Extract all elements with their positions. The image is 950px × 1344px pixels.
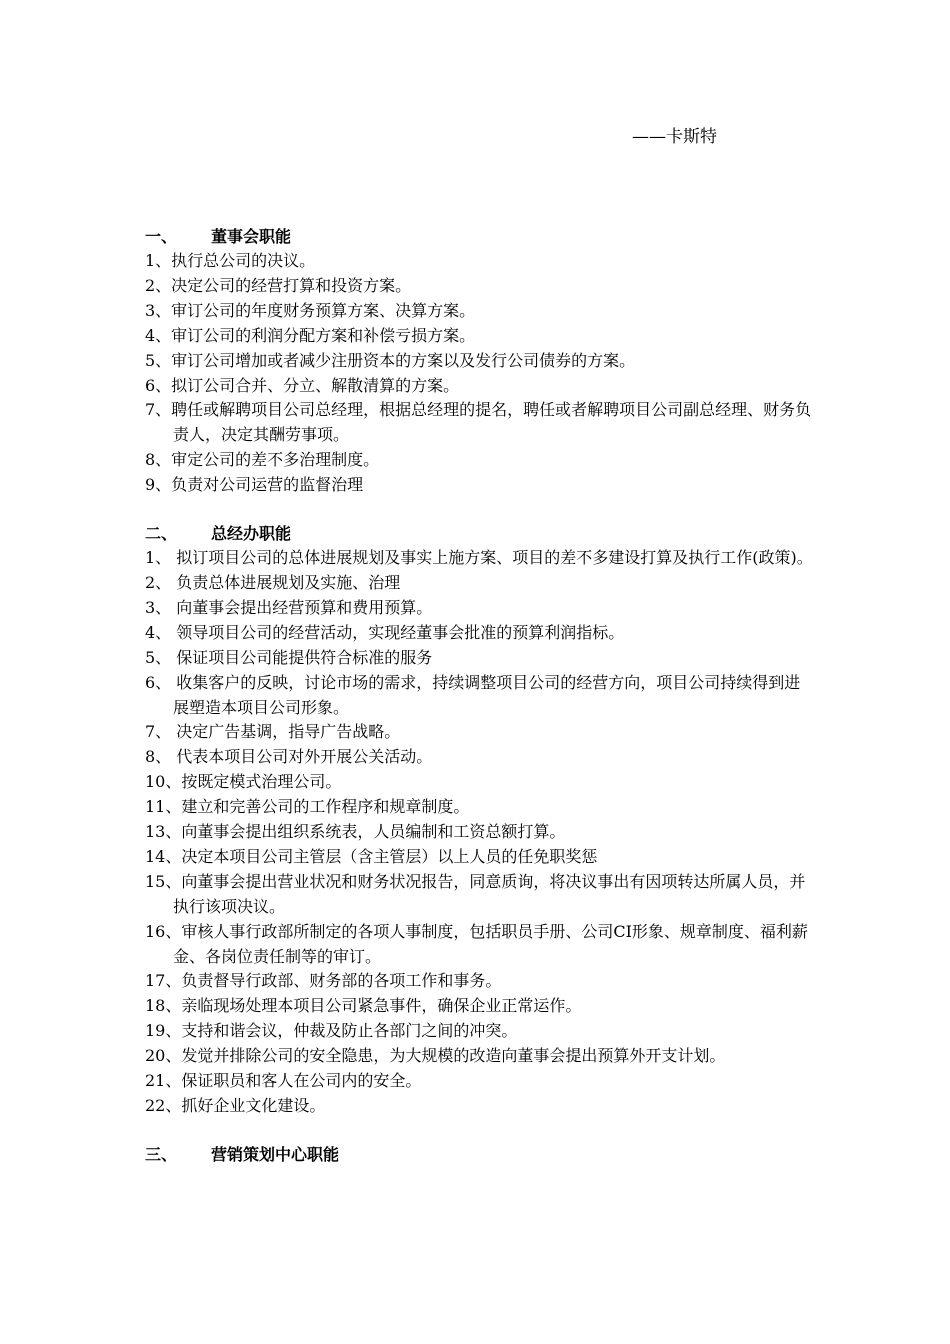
section-heading (145, 522, 815, 546)
list-item: 9、负责对公司运营的监督治理 (145, 475, 364, 495)
section-title: 营销策划中心职能 (211, 1144, 340, 1164)
list-item: 4、审订公司的利润分配方案和补偿亏损方案。 (145, 325, 476, 345)
list-item: 18、亲临现场处理本项目公司紧急事件，确保企业正常运作。 (145, 996, 582, 1016)
section-marketing-planning-functions (145, 1143, 815, 1167)
list-item: 11、建立和完善公司的工作程序和规章制度。 (145, 797, 470, 817)
list-item: 8、审定公司的差不多治理制度。 (145, 450, 380, 470)
list-item: 2、决定公司的经营打算和投资方案。 (145, 275, 412, 295)
list-item: 1、 拟订项目公司的总体进展规划及事实上施方案、项目的差不多建设打算及执行工作(政策)。 (145, 548, 813, 568)
list-item: 21、保证职员和客人在公司内的安全。 (145, 1071, 422, 1091)
list-item: 6、拟订公司合并、分立、解散清算的方案。 (145, 375, 460, 395)
section-general-office-functions (145, 522, 815, 1119)
section-number: 三、 (145, 1144, 178, 1164)
list-item: 6、 收集客户的反映，讨论市场的需求，持续调整项目公司的经营方向，项目公司持续得到进展塑造本项目公司形象。 (145, 672, 801, 717)
list-item: 5、审订公司增加或者减少注册资本的方案以及发行公司债券的方案。 (145, 350, 636, 370)
quote-attribution: ——卡斯特 (632, 127, 717, 147)
section-heading (145, 225, 815, 249)
list-item: 5、 保证项目公司能提供符合标准的服务 (145, 647, 433, 667)
list-item: 2、 负责总体进展规划及实施、治理 (145, 572, 401, 592)
list-item: 14、决定本项目公司主管层（含主管层）以上人员的任免职奖惩 (145, 846, 598, 866)
section-board-functions (145, 225, 815, 498)
list-item: 7、 决定广告基调，指导广告战略。 (145, 722, 401, 742)
section-heading (145, 1143, 815, 1167)
list-item: 4、 领导项目公司的经营活动，实现经董事会批准的预算利润指标。 (145, 622, 625, 642)
list-item: 10、按既定模式治理公司。 (145, 772, 342, 792)
list-item: 3、审订公司的年度财务预算方案、决算方案。 (145, 300, 476, 320)
list-item: 17、负责督导行政部、财务部的各项工作和事务。 (145, 971, 502, 991)
list-item: 22、抓好企业文化建设。 (145, 1096, 326, 1115)
list-item: 19、支持和谐会议，仲裁及防止各部门之间的冲突。 (145, 1021, 518, 1041)
section-number: 一、 (145, 227, 178, 246)
section-title: 董事会职能 (211, 227, 292, 246)
list-item: 16、审核人事行政部所制定的各项人事制度，包括职员手册、公司CI形象、规章制度、福利薪金、各岗位责任制等的审订。 (145, 921, 808, 966)
list-item: 3、 向董事会提出经营预算和费用预算。 (145, 597, 433, 617)
document-body (145, 225, 815, 1167)
section-title: 总经办职能 (211, 524, 292, 544)
list-item: 8、 代表本项目公司对外开展公关活动。 (145, 747, 433, 767)
list-item: 20、发觉并排除公司的安全隐患，为大规模的改造向董事会提出预算外开支计划。 (145, 1046, 726, 1066)
list-item: 13、向董事会提出组织系统表，人员编制和工资总额打算。 (145, 822, 566, 842)
list-item: 15、向董事会提出营业状况和财务状况报告，同意质询，将决议事出有因项转达所属人员，并执行该项决议。 (145, 871, 806, 916)
list-item: 7、聘任或解聘项目公司总经理，根据总经理的提名，聘任或者解聘项目公司副总经理、财务负责人，决定其酬劳事项。 (145, 400, 812, 445)
section-number: 二、 (145, 524, 178, 544)
list-item: 1、执行总公司的决议。 (145, 251, 316, 270)
